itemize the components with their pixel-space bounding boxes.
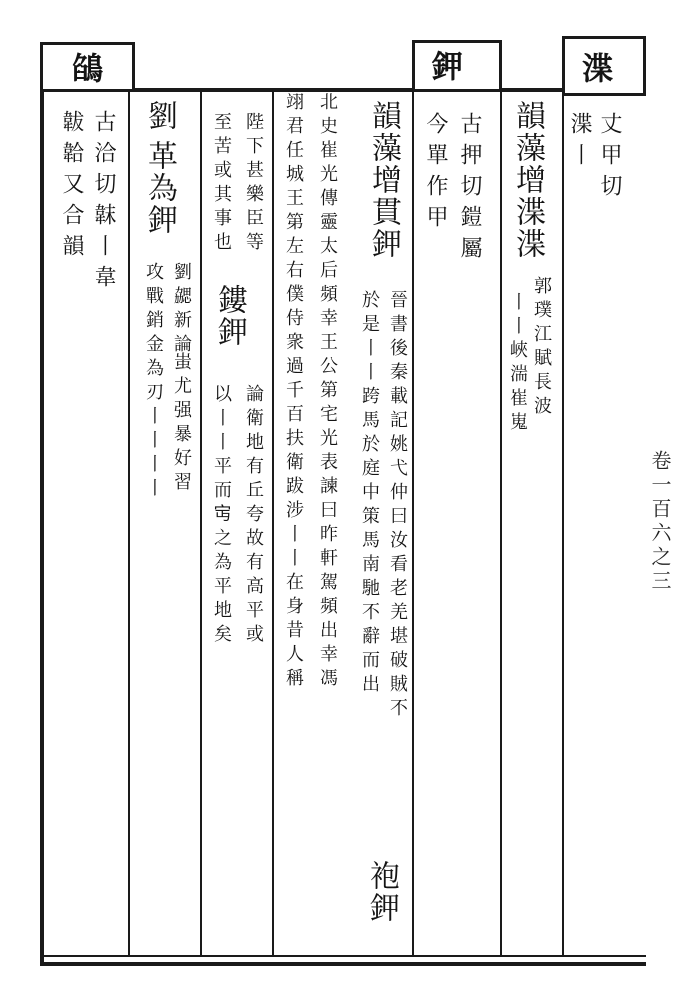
qia-line-2: 韍韐又合韻	[59, 110, 84, 265]
jia-source1-line-1: 晉書後秦載記姚弋仲曰汝看老羌堪破賊不	[387, 290, 408, 722]
xia-source-line-1: 丨丨峽湍崔嵬	[507, 292, 528, 436]
jia-source2-title: 劉	[142, 100, 177, 132]
jia-source1-tail-term: 袍鉀	[364, 860, 399, 924]
frame-bottom-inner	[44, 955, 646, 957]
frame-top-right	[500, 88, 565, 92]
jia-source2-term: 革為鉀	[142, 140, 177, 236]
jia-source1-term: 貫鉀	[366, 196, 401, 260]
divider-5	[500, 92, 502, 956]
heading-jia: 鉀	[426, 50, 462, 83]
page-frame	[40, 42, 646, 966]
volume-margin-label: 卷一百六之三	[648, 450, 672, 594]
jia-source1-line-3: 北史崔光傳靈太后頻幸王公第宅光表諫曰昨軒駕頻出幸馮	[317, 92, 338, 692]
jia-source1-line-2: 於是丨丨跨馬於庭中策馬南馳不辭而出	[359, 290, 380, 698]
divider-3	[272, 92, 274, 956]
divider-4	[412, 92, 414, 956]
jia-source1-line-6: 至苦或其事也	[211, 112, 232, 256]
jia-source1-line-4: 翊君任城王第左右僕侍衆過千百扶衛跋涉丨丨在身昔人稱	[283, 92, 304, 692]
xia-source-title: 韻藻增	[510, 100, 545, 196]
jia-line-1: 古押切鎧屬	[457, 112, 482, 267]
jia-source2-line-1: 蚩尤强暴好習	[171, 352, 192, 496]
jia-source1-term-2: 鏤鉀	[212, 284, 247, 348]
jia-source1-line-7: 論衛地有丘夸故有高平或	[243, 384, 264, 648]
jia-source2-line-2: 攻戰銷金為刃丨丨丨丨	[143, 262, 164, 502]
heading-xia: 渫	[576, 52, 612, 85]
xia-source-note: 郭璞江賦長波	[531, 276, 552, 420]
xia-line-1: 丈甲切	[597, 112, 622, 205]
jia-source1-title: 韻藻增	[366, 100, 401, 196]
xia-line-2: 渫丨	[567, 112, 592, 174]
divider-1	[128, 92, 130, 956]
jia-source2-note: 劉勰新論	[171, 262, 192, 358]
qia-line-1: 古洽切韎丨韋	[91, 110, 116, 296]
jia-source1-line-8: 以丨丨平而𡧍之為平地矣	[211, 384, 232, 648]
jia-source1-line-5: 陛下甚樂臣等	[243, 112, 264, 256]
heading-qia: 鵮	[66, 52, 102, 85]
divider-2	[200, 92, 202, 956]
xia-source-term: 渫渫	[510, 196, 545, 260]
jia-line-2: 今單作甲	[423, 112, 448, 236]
divider-6	[562, 92, 564, 956]
